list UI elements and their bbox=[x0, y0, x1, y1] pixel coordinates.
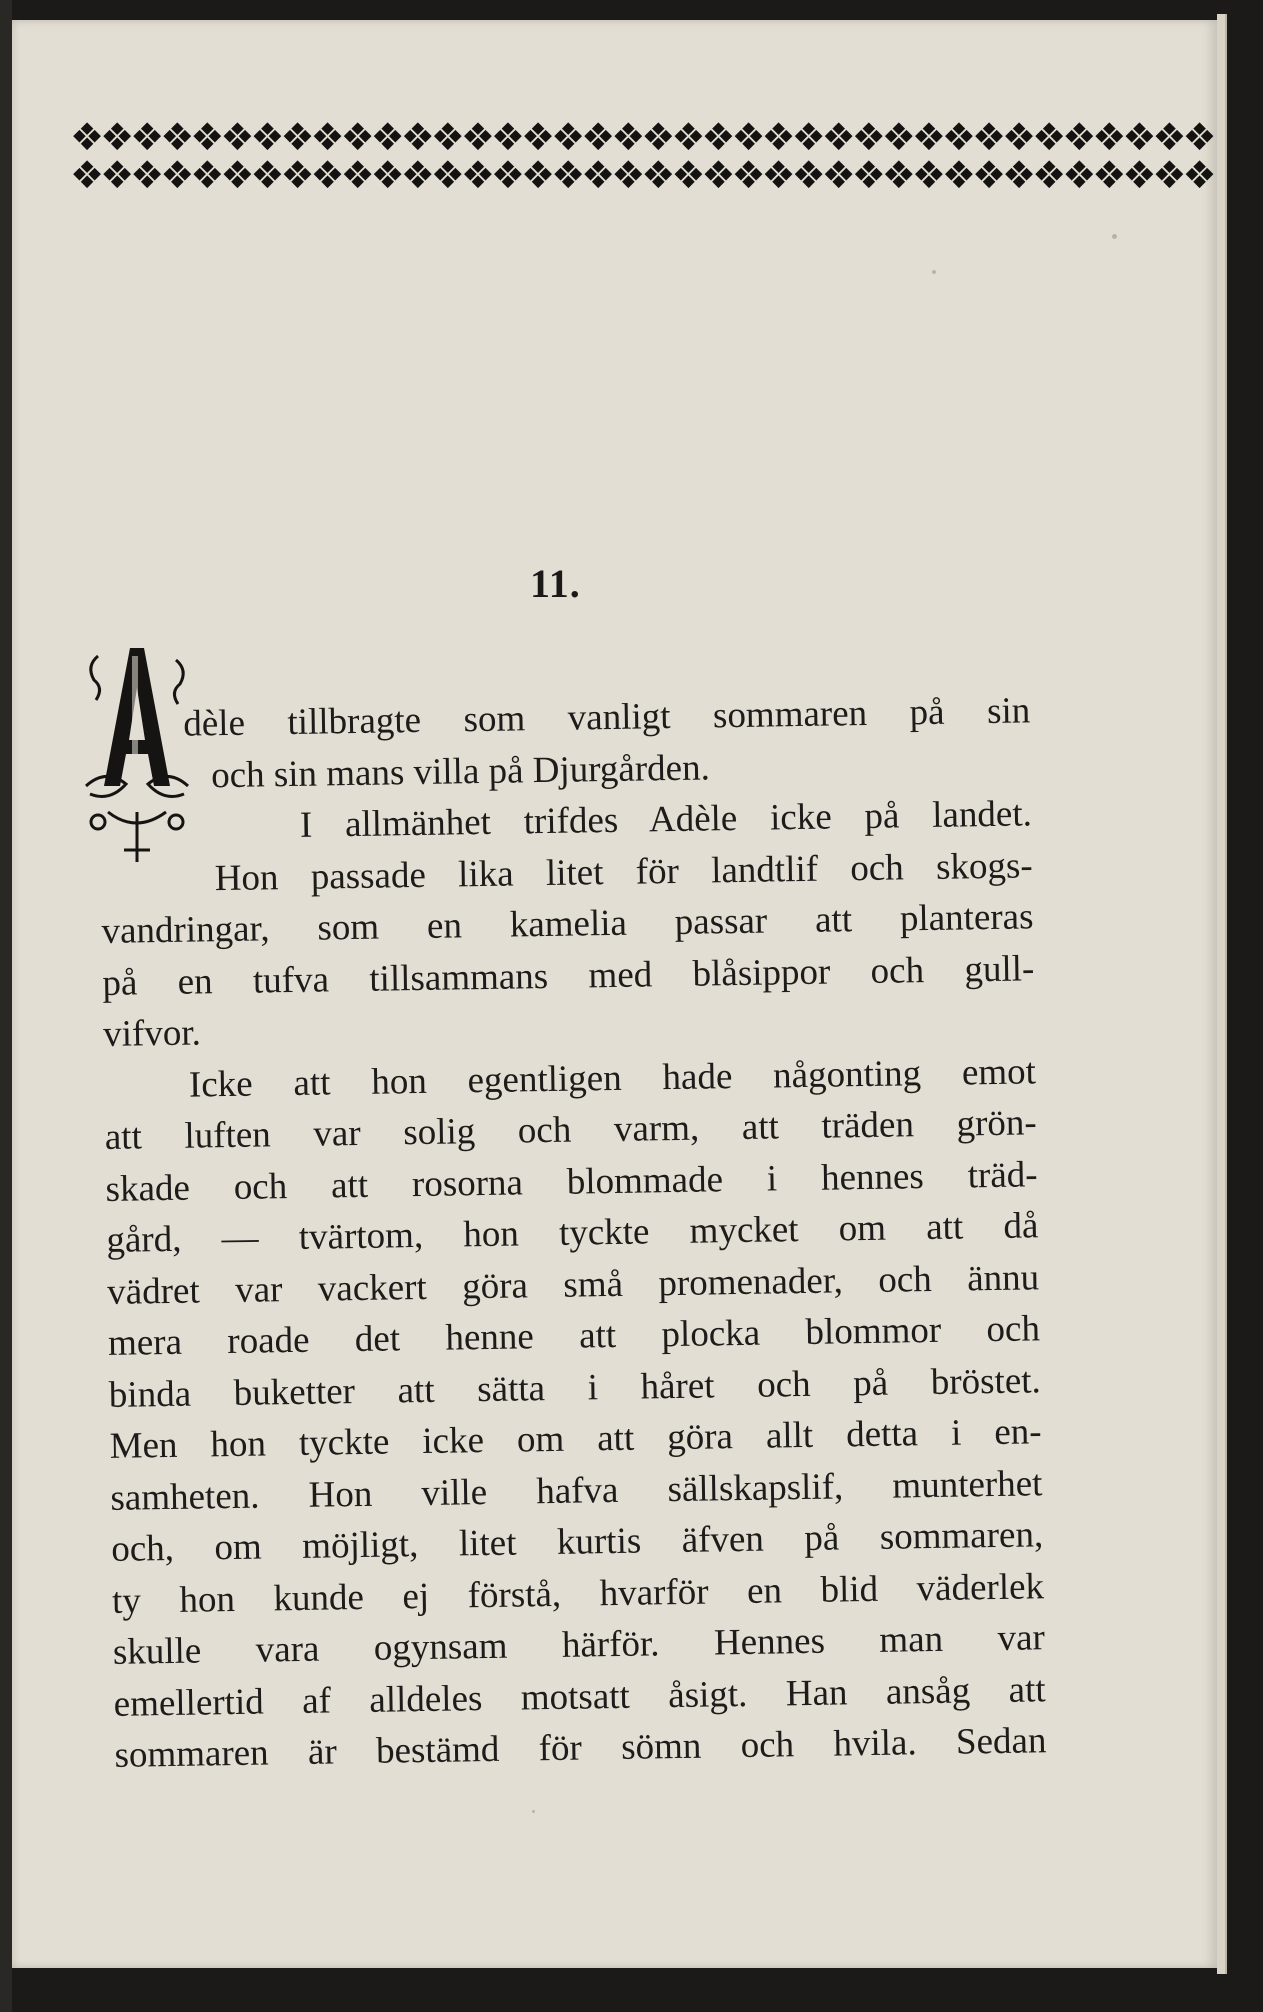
text-line: binda buketter att sätta i håret och på bröstet. bbox=[108, 1360, 1042, 1416]
text-line: att luften var solig och varm, att träden grön- bbox=[104, 1102, 1038, 1158]
paper-speck bbox=[932, 270, 936, 274]
ornament-row-top: ❖❖❖❖❖❖❖❖❖❖❖❖❖❖❖❖❖❖❖❖❖❖❖❖❖❖❖❖❖❖❖❖❖❖❖❖❖❖ bbox=[70, 115, 1213, 159]
text-line: på en tufva tillsammans med blåsippor och gull- bbox=[102, 948, 1035, 1004]
text-line: och sin mans villa på Djurgården. bbox=[210, 747, 711, 797]
book-spine-shadow bbox=[0, 0, 12, 2012]
text-line: mera roade det henne att plocka blommor och bbox=[107, 1308, 1041, 1364]
text-line: ty hon kunde ej förstå, hvarför en blid väderlek bbox=[111, 1566, 1045, 1622]
ornament-row-bottom: ❖❖❖❖❖❖❖❖❖❖❖❖❖❖❖❖❖❖❖❖❖❖❖❖❖❖❖❖❖❖❖❖❖❖❖❖❖❖ bbox=[70, 153, 1213, 197]
text-line: vädret var vackert göra små promenader, och ännu bbox=[106, 1257, 1040, 1313]
text-line: vifvor. bbox=[102, 1012, 202, 1055]
text-line: skade och att rosorna blommade i hennes träd- bbox=[105, 1154, 1038, 1210]
paper-speck bbox=[532, 1810, 535, 1813]
text-line: Icke att hon egentligen hade någonting emot bbox=[188, 1051, 1037, 1106]
page-edge bbox=[1217, 14, 1227, 1974]
drop-cap-initial bbox=[78, 636, 196, 872]
text-line: I allmänhet trifdes Adèle icke på landet. bbox=[299, 793, 1033, 846]
text-line: samheten. Hon ville hafva sällskapslif, munterhet bbox=[110, 1463, 1043, 1519]
decorative-ornament-border bbox=[70, 115, 1213, 197]
text-line: skulle vara ogynsam härför. Hennes man var bbox=[112, 1617, 1046, 1673]
text-line: sommaren är bestämd för sömn och hvila. Sedan bbox=[114, 1720, 1047, 1776]
text-line: gård, — tvärtom, hon tyckte mycket om att då bbox=[106, 1205, 1039, 1261]
text-line: och, om möjligt, litet kurtis äfven på sommaren, bbox=[110, 1514, 1044, 1570]
chapter-number: 11. bbox=[530, 561, 581, 606]
paper-speck bbox=[1112, 234, 1117, 239]
drop-cap-ornament-icon bbox=[78, 636, 196, 872]
text-line: vandringar, som en kamelia passar att planteras bbox=[101, 896, 1034, 952]
text-line: emellertid af alldeles motsatt åsigt. Han ansåg att bbox=[113, 1669, 1046, 1725]
text-line: Hon passade lika litet för landtlif och skogs- bbox=[214, 845, 1033, 900]
text-line: dèle tillbragte som vanligt sommaren på sin bbox=[183, 690, 1031, 745]
text-line: Men hon tyckte icke om att göra allt detta i en- bbox=[109, 1411, 1042, 1467]
